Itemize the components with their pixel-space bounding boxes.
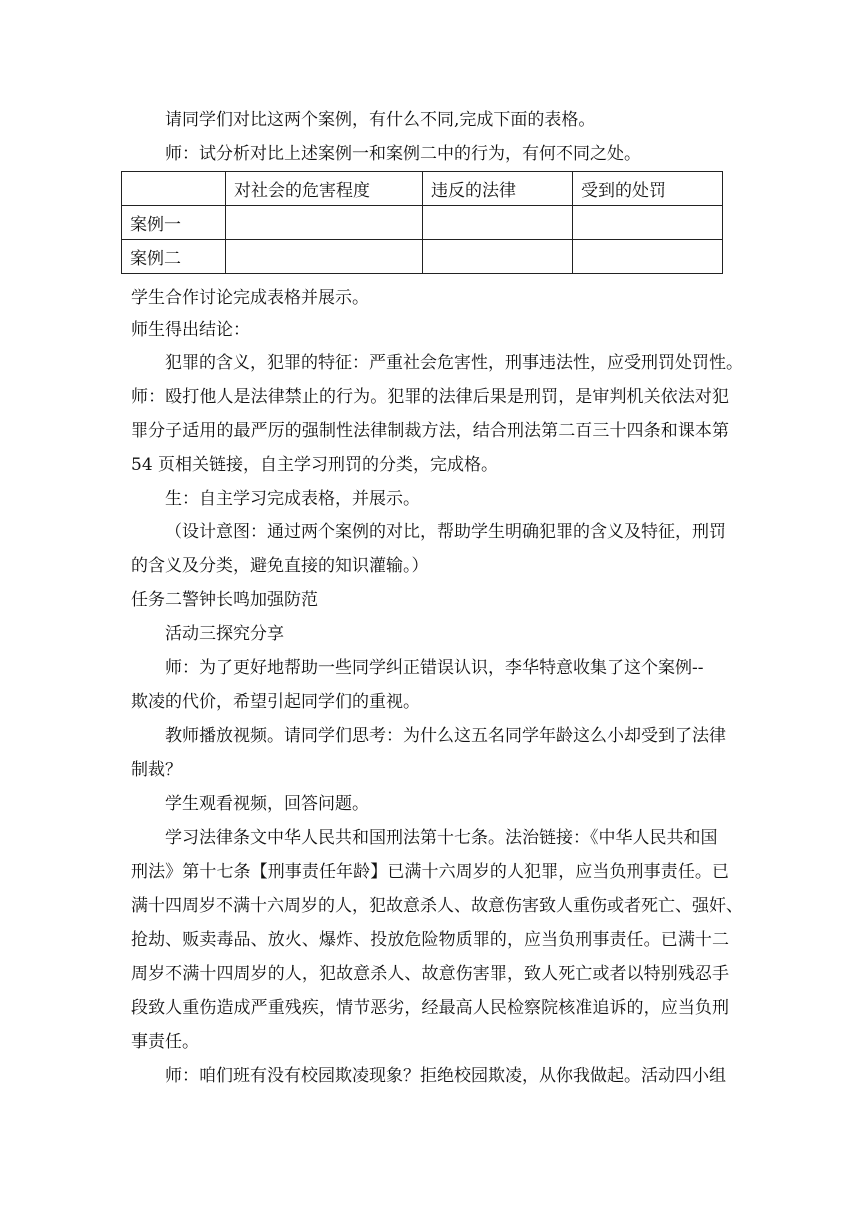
table-cell [573, 240, 723, 274]
table-cell [423, 206, 573, 240]
law-paragraph-line: 周岁不满十四周岁的人，犯故意杀人、故意伤害罪，致人死亡或者以特别残忍手 [131, 964, 729, 984]
table-cell: 案例二 [122, 240, 226, 274]
task-two-heading: 任务二警钟长鸣加强防范 [131, 590, 318, 610]
final-paragraph: 师：咱们班有没有校园欺凌现象？拒绝校园欺凌，从你我做起。活动四小组 [165, 1066, 726, 1086]
table-cell: 案例一 [122, 206, 226, 240]
activity-three-heading: 活动三探究分享 [165, 624, 284, 644]
law-paragraph-line: 学习法律条文中华人民共和国刑法第十七条。法治链接：《中华人民共和国 [165, 828, 718, 848]
law-paragraph-line: 刑法》第十七条【刑事责任年龄】已满十六周岁的人犯罪，应当负刑事责任。已 [131, 862, 729, 882]
crime-definition-paragraph: 犯罪的含义，犯罪的特征：严重社会危害性，刑事违法性，应受刑罚处罚性。 [165, 353, 743, 373]
design-intent-line: 的含义及分类，避免直接的知识灌输。） [131, 556, 429, 576]
table-row [122, 206, 723, 240]
conclusion-heading: 师生得出结论： [131, 320, 250, 340]
student-paragraph: 生：自主学习完成表格，并展示。 [165, 489, 420, 509]
law-paragraph-line: 抢劫、贩卖毒品、放火、爆炸、投放危险物质罪的，应当负刑事责任。已满十二 [131, 930, 729, 950]
table-cell [226, 240, 423, 274]
table-cell [573, 206, 723, 240]
table-cell [226, 206, 423, 240]
watch-paragraph: 学生观看视频，回答问题。 [165, 794, 369, 814]
table-cell [423, 240, 573, 274]
law-paragraph-line: 事责任。 [131, 1032, 199, 1052]
teacher-explanation-line: 罪分子适用的最严厉的强制性法律制裁方法，结合刑法第二百三十四条和课本第 [131, 421, 729, 441]
law-paragraph-line: 满十四周岁不满十六周岁的人，犯故意杀人、故意伤害致人重伤或者死亡、强奸、 [131, 896, 743, 916]
table-header-cell [122, 172, 226, 206]
comparison-table [121, 171, 723, 274]
case-paragraph-line: 师：为了更好地帮助一些同学纠正错误认识，李华特意收集了这个案例-- [165, 658, 704, 678]
discuss-paragraph: 学生合作讨论完成表格并展示。 [131, 288, 369, 308]
table-header-cell: 对社会的危害程度 [226, 172, 423, 206]
video-paragraph-line: 教师播放视频。请同学们思考：为什么这五名同学年龄这么小却受到了法律 [165, 726, 726, 746]
design-intent-line: （设计意图：通过两个案例的对比，帮助学生明确犯罪的含义及特征，刑罚 [165, 522, 726, 542]
teacher-question: 师：试分析对比上述案例一和案例二中的行为，有何不同之处。 [165, 144, 641, 164]
table-header-row [122, 172, 723, 206]
teacher-explanation-line: 54 页相关链接，自主学习刑罚的分类，完成格。 [131, 455, 499, 475]
table-header-cell: 违反的法律 [423, 172, 573, 206]
video-paragraph-line: 制裁？ [131, 760, 182, 780]
law-paragraph-line: 段致人重伤造成严重残疾，情节恶劣，经最高人民检察院核准追诉的，应当负刑 [131, 998, 729, 1018]
table-header-cell: 受到的处罚 [573, 172, 723, 206]
intro-paragraph: 请同学们对比这两个案例，有什么不同,完成下面的表格。 [165, 110, 596, 130]
table-row [122, 240, 723, 274]
case-paragraph-line: 欺凌的代价，希望引起同学们的重视。 [131, 692, 420, 712]
teacher-explanation-line: 师：殴打他人是法律禁止的行为。犯罪的法律后果是刑罚，是审判机关依法对犯 [131, 387, 729, 407]
